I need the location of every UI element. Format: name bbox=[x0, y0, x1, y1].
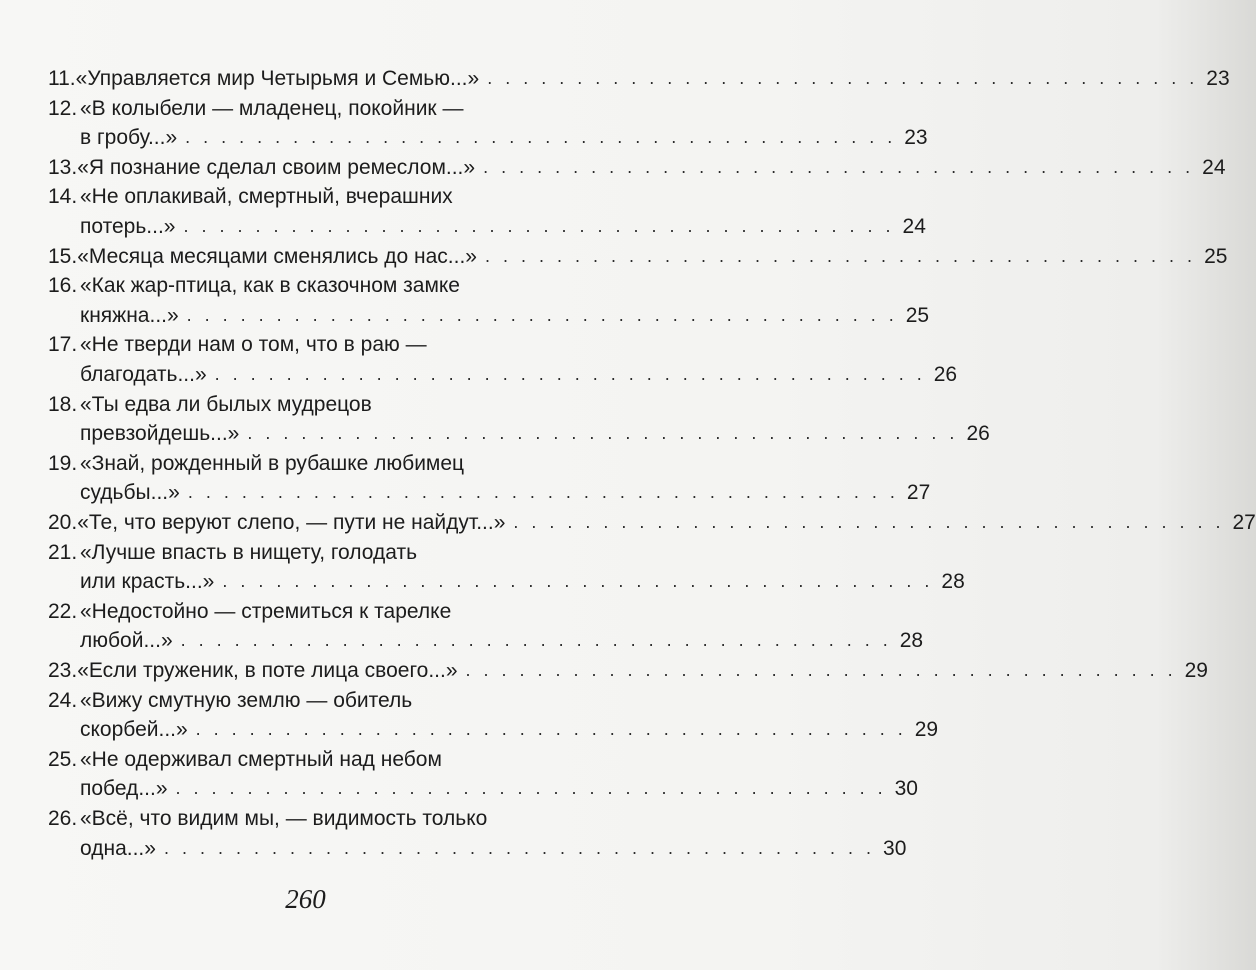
dot-leader: . . . . . . . . . . . . . . . . . . . . . . . . . . . . . . . . . . . . . . . . bbox=[484, 245, 1197, 266]
toc-entry-number: 24. bbox=[48, 688, 78, 712]
toc-entry-page: 26 bbox=[933, 363, 958, 386]
dot-leader: . . . . . . . . . . . . . . . . . . . . . . . . . . . . . . . . . . . . . . . . bbox=[195, 719, 907, 740]
toc-entry-page: 24 bbox=[1202, 155, 1226, 179]
toc-entry-page: 29 bbox=[1184, 659, 1208, 682]
dot-leader: . . . . . . . . . . . . . . . . . . . . . . . . . . . . . . . . . . . . . . . . bbox=[183, 216, 895, 236]
toc-entry-page: 25 bbox=[1204, 244, 1228, 268]
toc-entry-number: 22. bbox=[48, 599, 78, 623]
dot-leader: . . . . . . . . . . . . . . . . . . . . . . . . . . . . . . . . . . . . . . . . bbox=[180, 630, 892, 651]
toc-entry-number: 20. bbox=[48, 511, 78, 534]
toc-entry-number: 12. bbox=[48, 96, 78, 120]
toc-entry-number: 19. bbox=[48, 451, 78, 475]
toc-entry-number: 21. bbox=[48, 540, 78, 564]
dot-leader: . . . . . . . . . . . . . . . . . . . . . . . . . . . . . . . . . . . . . . . . bbox=[483, 156, 1195, 177]
dot-leader: . . . . . . . . . . . . . . . . . . . . . . . . . . . . . . . . . . . . . . . . bbox=[214, 364, 926, 384]
toc-entry-title: благодать...» bbox=[80, 363, 207, 386]
dot-leader: . . . . . . . . . . . . . . . . . . . . . . . . . . . . . . . . . . . . . . . . bbox=[513, 512, 1225, 532]
toc-entry-page: 27 bbox=[906, 481, 931, 505]
toc-entry-number: 13. bbox=[48, 155, 78, 179]
toc-entry-title: «Я познание сделал своим ремеслом...» bbox=[77, 155, 476, 179]
toc-entry-page: 26 bbox=[966, 422, 990, 446]
dot-leader: . . . . . . . . . . . . . . . . . . . . . . . . . . . . . . . . . . . . . . . . bbox=[187, 482, 899, 503]
toc-entry-title: «Если труженик, в поте лица своего...» bbox=[77, 659, 458, 682]
dot-leader: . . . . . . . . . . . . . . . . . . . . . . . . . . . . . . . . . . . . . . . . bbox=[163, 837, 876, 858]
toc-entry-number: 17. bbox=[48, 333, 78, 357]
toc-entry-title: «Месяца месяцами сменялись до нас...» bbox=[77, 244, 477, 268]
toc-entry-title: «Лучше впасть в нищету, голодать bbox=[80, 540, 418, 564]
toc-entry-title: судьбы...» bbox=[80, 481, 180, 505]
toc-entry-page: 23 bbox=[904, 126, 928, 150]
toc-entry-title: «Не тверди нам о том, что в раю — bbox=[80, 333, 427, 357]
toc-entry-page: 29 bbox=[914, 718, 939, 742]
dot-leader: . . . . . . . . . . . . . . . . . . . . . . . . . . . . . . . . . . . . . . . . bbox=[186, 304, 898, 325]
dot-leader: . . . . . . . . . . . . . . . . . . . . . . . . . . . . . . . . . . . . . . . . bbox=[487, 68, 1199, 88]
toc-entry-number: 26. bbox=[48, 807, 78, 830]
toc-entry-title: «Как жар-птица, как в сказочном замке bbox=[80, 274, 460, 298]
toc-entry-title: княжна...» bbox=[80, 303, 179, 327]
toc-entry-number: 16. bbox=[48, 274, 78, 298]
toc-entry-title: побед...» bbox=[80, 777, 168, 801]
dot-leader: . . . . . . . . . . . . . . . . . . . . . . . . . . . . . . . . . . . . . . . . bbox=[185, 127, 897, 148]
toc-entry-title: скорбей...» bbox=[80, 718, 188, 742]
page-number: 260 bbox=[285, 884, 326, 914]
toc-entry-title: или красть...» bbox=[80, 570, 215, 594]
toc-entry-page: 30 bbox=[883, 836, 907, 860]
toc-entry-page: 25 bbox=[905, 303, 930, 327]
toc-entry-page: 24 bbox=[902, 215, 926, 238]
toc-entry-title: одна...» bbox=[80, 836, 156, 860]
toc-entry-page: 23 bbox=[1206, 67, 1230, 90]
toc-entry-number: 15. bbox=[48, 244, 78, 268]
toc-entry-title: «Вижу смутную землю — обитель bbox=[80, 688, 413, 712]
toc-entry-page: 27 bbox=[1232, 511, 1256, 534]
toc-entry-line bbox=[48, 828, 907, 862]
toc-entry-number: 14. bbox=[48, 185, 78, 209]
toc-entry-page: 30 bbox=[894, 777, 918, 801]
toc-entry-title: «Не одерживал смертный над небом bbox=[80, 747, 442, 771]
toc-entry-number: 11. bbox=[48, 67, 76, 90]
toc-entry-title: «Всё, что видим мы, — видимость только bbox=[80, 807, 488, 830]
toc-entry-title: «Ты едва ли былых мудрецов bbox=[80, 392, 372, 416]
toc-entry-number: 23. bbox=[48, 659, 78, 682]
dot-leader: . . . . . . . . . . . . . . . . . . . . . . . . . . . . . . . . . . . . . . . . bbox=[175, 778, 887, 799]
toc-entry-title: «Знай, рожденный в рубашке любимец bbox=[80, 451, 465, 475]
toc-entry-title: «Управляется мир Четырьмя и Семью...» bbox=[75, 67, 480, 90]
toc-entry-title: «Те, что веруют слепо, — пути не найдут...» bbox=[77, 511, 506, 534]
toc-entry-title: превзойдешь...» bbox=[80, 422, 240, 446]
toc-entry-title: «В колыбели — младенец, покойник — bbox=[80, 96, 464, 120]
toc-entry-title: потерь...» bbox=[80, 215, 176, 238]
toc-entry-title: в гробу...» bbox=[80, 126, 178, 150]
toc-entry-number: 25. bbox=[48, 747, 78, 771]
toc-entry-page: 28 bbox=[941, 570, 965, 594]
dot-leader: . . . . . . . . . . . . . . . . . . . . . . . . . . . . . . . . . . . . . . . . bbox=[247, 423, 959, 444]
toc-entry-page: 28 bbox=[899, 629, 924, 653]
toc-entry-title: «Недостойно — стремиться к тарелке bbox=[80, 599, 452, 623]
dot-leader: . . . . . . . . . . . . . . . . . . . . . . . . . . . . . . . . . . . . . . . . bbox=[222, 571, 934, 592]
toc-entry-title: любой...» bbox=[80, 629, 173, 653]
dot-leader: . . . . . . . . . . . . . . . . . . . . . . . . . . . . . . . . . . . . . . . . bbox=[465, 660, 1177, 680]
toc-entry-number: 18. bbox=[48, 392, 78, 416]
toc-entry-title: «Не оплакивай, смертный, вчерашних bbox=[80, 185, 453, 209]
